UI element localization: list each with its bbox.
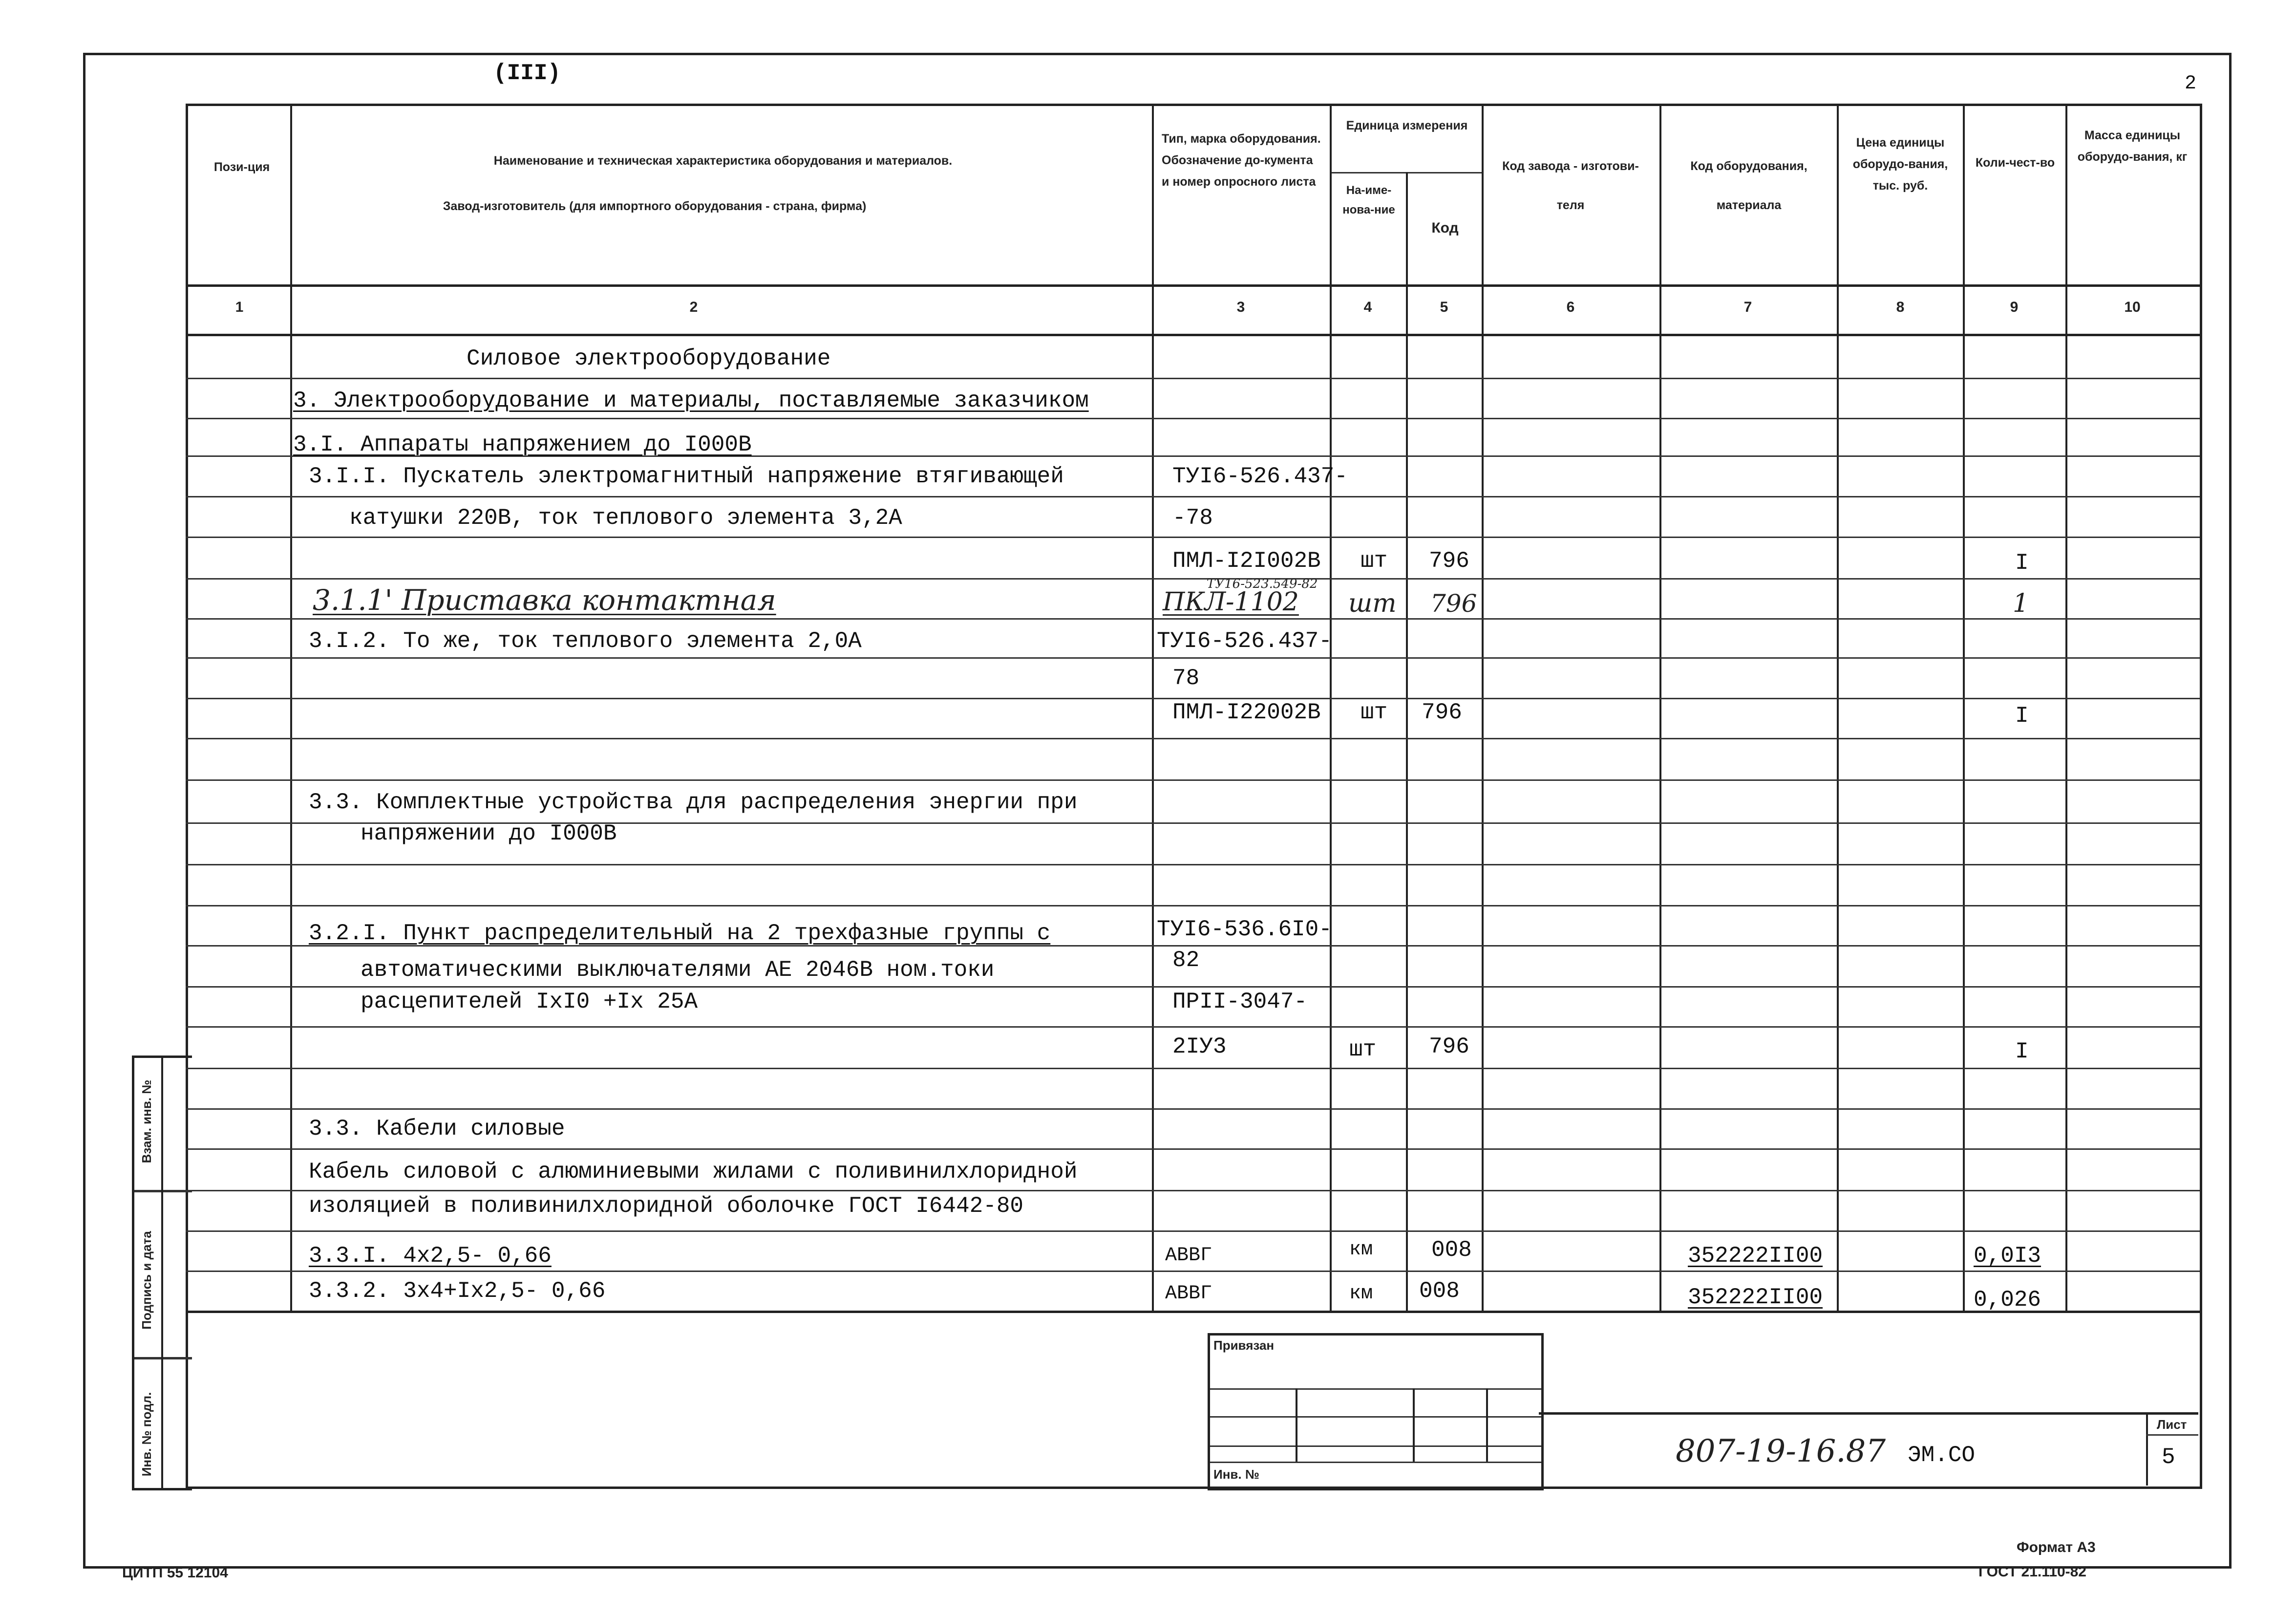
col-line-3	[1330, 104, 1332, 1312]
row-code-handwritten: 796	[1430, 589, 1477, 618]
row-type: 82	[1172, 948, 1200, 973]
row-type: АВВГ	[1165, 1245, 1212, 1267]
column-number: 7	[1743, 299, 1752, 315]
row-line	[186, 657, 2200, 659]
row-type: ПРII-3047-	[1172, 989, 1308, 1014]
row-quantity: I	[2015, 550, 2029, 576]
column-number: 1	[235, 299, 244, 315]
title-block-sheet-line	[2146, 1434, 2198, 1436]
row-line	[186, 864, 2200, 865]
designation-suffix: ЭМ.СО	[1908, 1443, 1976, 1468]
row-unit-code: 796	[1422, 700, 1462, 725]
header-mass: Масса единицы оборудо-вания, кг	[2077, 129, 2188, 164]
column-number: 6	[1566, 299, 1575, 315]
sheet-number: 5	[2162, 1444, 2175, 1470]
row-name: 3.3. Комплектные устройства для распределения энергии при	[309, 790, 1078, 815]
header-unit-name: На-име-нова-ние	[1342, 184, 1395, 216]
number-row-divider	[186, 334, 2200, 336]
printer-label: ЦИТП 55 12104	[122, 1565, 228, 1581]
row-quantity: 0,0I3	[1974, 1243, 2041, 1269]
stamp-vline	[1296, 1388, 1297, 1462]
row-heading: Силовое электрооборудование	[467, 346, 831, 371]
side-stamp-vline	[161, 1058, 163, 1488]
row-name-handwritten: 3.1.1' Приставка контактная	[313, 583, 776, 617]
stamp-inv-no: Инв. №	[1213, 1467, 1259, 1482]
row-unit: км	[1349, 1239, 1373, 1261]
section-mark: (III)	[493, 61, 561, 86]
column-number: 2	[689, 299, 698, 315]
row-line	[186, 1148, 2200, 1150]
stamp-vline	[1486, 1388, 1488, 1462]
row-line	[186, 418, 2200, 419]
col-line-7	[1837, 104, 1839, 1312]
side-stamp-podpis: Подпись и дата	[139, 1231, 154, 1330]
column-number: 4	[1363, 299, 1372, 315]
stamp-vline	[1413, 1388, 1415, 1462]
row-type-handwritten-top: ТУ16-523.549-82	[1207, 577, 1318, 591]
row-type: ТУI6-536.6I0-	[1157, 917, 1332, 942]
header-price: Цена единицы оборудо-вания, тыс. руб.	[1852, 136, 1948, 193]
gost-label: ГОСТ 21.110-82	[1978, 1564, 2086, 1580]
row-name: катушки 220В, ток теплового элемента 3,2А	[349, 505, 902, 531]
column-number: 3	[1236, 299, 1245, 315]
row-type: ТУI6-526.437-	[1157, 628, 1332, 654]
row-unit: шт	[1361, 548, 1388, 574]
row-heading: 3. Электрооборудование и материалы, поставляемые заказчиком	[293, 388, 1089, 413]
row-unit-code: 796	[1429, 548, 1469, 574]
row-type: -78	[1172, 505, 1213, 531]
row-line	[186, 1230, 2200, 1232]
header-name-line1: Наименование и техническая характеристика оборудования и материалов.	[493, 154, 953, 168]
header-plant-code: Код завода - изготови-теля	[1502, 159, 1639, 212]
header-unit-code: Код	[1431, 220, 1459, 236]
row-name: расцепителей IхI0 +Iх 25А	[361, 989, 698, 1014]
row-type: ПМЛ-I22002В	[1172, 700, 1321, 725]
header-quantity: Коли-чест-во	[1975, 156, 2055, 170]
row-unit-code: 008	[1419, 1278, 1460, 1304]
row-name: 3.3.2. 3х4+Iх2,5- 0,66	[309, 1278, 606, 1304]
row-name: Кабель силовой с алюминиевыми жилами с поливинилхлоридной	[309, 1159, 1078, 1185]
row-line	[186, 496, 2200, 497]
col-line-2	[1152, 104, 1154, 1312]
designation-handwritten: 807-19-16.87	[1676, 1433, 1886, 1469]
col-line-5	[1482, 104, 1484, 1312]
header-unit: Единица измерения	[1346, 119, 1468, 132]
stamp-line	[1210, 1388, 1541, 1390]
row-unit-handwritten: шт	[1348, 589, 1397, 618]
corner-mark: 2	[2185, 73, 2197, 95]
row-line	[186, 1068, 2200, 1069]
row-unit-code: 008	[1431, 1237, 1472, 1263]
stamp-privyazan: Привязан	[1213, 1338, 1275, 1353]
header-type: Тип, марка оборудования. Обозначение до-кумента и номер опросного листа	[1162, 132, 1321, 189]
row-line	[186, 578, 2200, 580]
header-name-line2: Завод-изготовитель (для импортного оборудования - страна, фирма)	[443, 199, 867, 213]
row-type-handwritten: ПКЛ-1102	[1163, 587, 1299, 617]
row-name: напряжении до I000В	[361, 821, 617, 846]
row-name: 3.3. Кабели силовые	[309, 1116, 565, 1142]
row-line	[186, 1026, 2200, 1028]
header-position: Пози-ция	[213, 160, 270, 174]
row-type: 78	[1172, 666, 1200, 691]
row-name: 3.I.2. То же, ток теплового элемента 2,0А	[309, 628, 862, 654]
row-line	[186, 905, 2200, 906]
column-number: 8	[1896, 299, 1905, 315]
row-quantity: I	[2015, 1039, 2029, 1064]
row-quantity: I	[2015, 703, 2029, 729]
row-unit-code: 796	[1429, 1034, 1469, 1059]
row-unit: шт	[1361, 700, 1388, 725]
row-heading: 3.I. Аппараты напряжением до I000В	[293, 432, 752, 457]
row-line	[186, 618, 2200, 620]
col-line-9	[2065, 104, 2067, 1312]
col-line-8	[1963, 104, 1965, 1312]
header-material-code: Код оборудования, материала	[1690, 159, 1807, 212]
table-bottom-line	[186, 1311, 2200, 1313]
column-number: 10	[2124, 299, 2141, 315]
row-name: 3.3.I. 4х2,5- 0,66	[309, 1243, 552, 1269]
row-name: 3.I.I. Пускатель электромагнитный напряжение втягивающей	[309, 464, 1064, 489]
row-name: автоматическими выключателями АЕ 2046В ном.токи	[361, 957, 995, 983]
row-line	[186, 738, 2200, 739]
title-block-sheet-divider	[2146, 1412, 2148, 1486]
row-qty-handwritten: 1	[2013, 589, 2029, 618]
row-line	[186, 537, 2200, 538]
row-name: изоляцией в поливинилхлоридной оболочке ГОСТ I6442-80	[309, 1193, 1024, 1219]
stamp-line	[1210, 1416, 1541, 1418]
header-divider	[186, 284, 2200, 287]
col-line-4	[1406, 172, 1408, 1312]
side-stamp-inv: Инв. № подл.	[139, 1392, 154, 1477]
side-stamp-vzam: Взам. инв. №	[139, 1079, 154, 1164]
col-line-6	[1659, 104, 1661, 1312]
row-material-code: 352222II00	[1688, 1243, 1823, 1269]
format-label: Формат А3	[2017, 1539, 2096, 1555]
row-name: 3.2.I. Пункт распределительный на 2 трехфазные группы с	[309, 921, 1051, 946]
row-material-code: 352222II00	[1688, 1285, 1823, 1310]
row-type: АВВГ	[1165, 1283, 1212, 1305]
row-type: ТУI6-526.437-	[1172, 464, 1348, 489]
row-type: ПМЛ-I2I002В	[1172, 548, 1321, 574]
row-line	[186, 378, 2200, 379]
row-type: 2IУ3	[1172, 1034, 1227, 1059]
side-stamp-divider	[134, 1190, 192, 1192]
col-line-1	[290, 104, 292, 1312]
stamp-line	[1210, 1462, 1541, 1463]
row-line	[186, 1271, 2200, 1272]
sheet-label: Лист	[2157, 1417, 2187, 1432]
row-unit: км	[1349, 1283, 1373, 1305]
row-unit: шт	[1349, 1037, 1377, 1062]
stamp-line	[1210, 1445, 1541, 1447]
column-number: 5	[1440, 299, 1448, 315]
row-quantity: 0,026	[1974, 1287, 2041, 1313]
row-line	[186, 779, 2200, 781]
row-line	[186, 1108, 2200, 1110]
column-number: 9	[2010, 299, 2019, 315]
